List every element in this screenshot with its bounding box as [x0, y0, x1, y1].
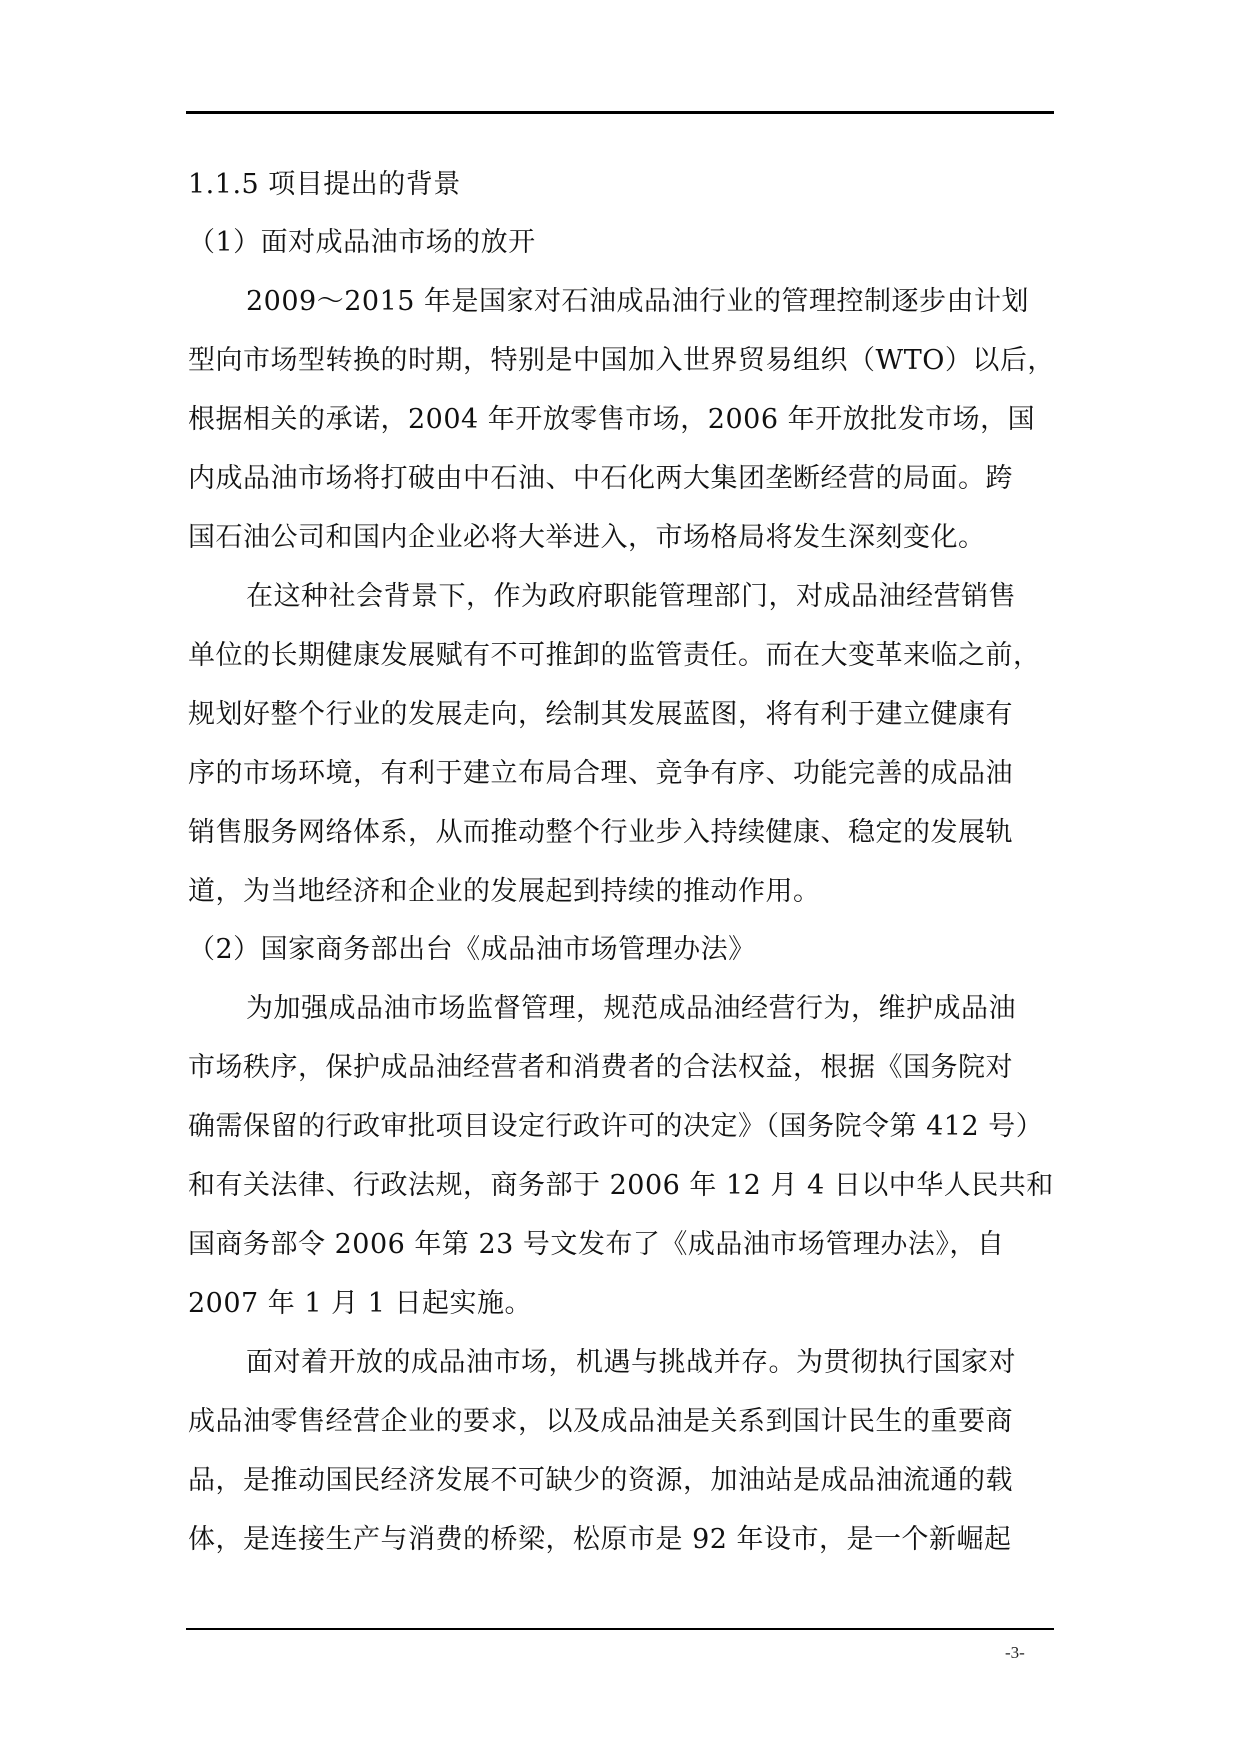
paragraph-4	[188, 1333, 1056, 1569]
paragraph-line: 销售服务网络体系，从而推动整个行业步入持续健康、稳定的发展轨	[188, 817, 1013, 848]
paragraph-line: 规划好整个行业的发展走向，绘制其发展蓝图，将有利于建立健康有	[188, 699, 1013, 730]
paragraph-line: 2009～2015 年是国家对石油成品油行业的管理控制逐步由计划	[246, 286, 1030, 317]
paragraph-line: 确需保留的行政审批项目设定行政许可的决定》（国务院令第 412 号）	[188, 1111, 1044, 1142]
paragraph-line: 面对着开放的成品油市场，机遇与挑战并存。为贯彻执行国家对	[246, 1347, 1016, 1378]
paragraph-line: 道，为当地经济和企业的发展起到持续的推动作用。	[188, 876, 821, 907]
paragraph-line: 为加强成品油市场监督管理，规范成品油经营行为，维护成品油	[246, 993, 1016, 1024]
paragraph-line: 品，是推动国民经济发展不可缺少的资源，加油站是成品油流通的载	[188, 1465, 1013, 1496]
subsection-heading-2: （2）国家商务部出台《成品油市场管理办法》	[188, 934, 756, 965]
paragraph-line: 2007 年 1 月 1 日起实施。	[188, 1288, 532, 1319]
paragraph-line: 体，是连接生产与消费的桥梁，松原市是 92 年设市，是一个新崛起	[188, 1524, 1012, 1555]
paragraph-line: 单位的长期健康发展赋有不可推卸的监管责任。而在大变革来临之前，	[188, 640, 1041, 671]
page-number: -3-	[1005, 1643, 1025, 1662]
paragraph-2	[188, 567, 1056, 921]
paragraph-line: 型向市场型转换的时期，特别是中国加入世界贸易组织（WTO）以后，	[188, 345, 1055, 376]
paragraph-line: 和有关法律、行政法规，商务部于 2006 年 12 月 4 日以中华人民共和	[188, 1170, 1054, 1201]
paragraph-3	[188, 979, 1056, 1333]
paragraph-line: 成品油零售经营企业的要求，以及成品油是关系到国计民生的重要商	[188, 1406, 1013, 1437]
page-body	[188, 156, 1056, 1569]
footer-rule	[186, 1628, 1054, 1630]
paragraph-line: 根据相关的承诺，2004 年开放零售市场，2006 年开放批发市场，国	[188, 404, 1036, 435]
subsection-heading-1: （1）面对成品油市场的放开	[188, 227, 536, 258]
paragraph-line: 国石油公司和国内企业必将大举进入，市场格局将发生深刻变化。	[188, 522, 986, 553]
paragraph-line: 内成品油市场将打破由中石油、中石化两大集团垄断经营的局面。跨	[188, 463, 1013, 494]
paragraph-1	[188, 272, 1056, 567]
paragraph-line: 市场秩序，保护成品油经营者和消费者的合法权益，根据《国务院对	[188, 1052, 1013, 1083]
paragraph-line: 在这种社会背景下，作为政府职能管理部门，对成品油经营销售	[246, 581, 1016, 612]
header-rule	[186, 111, 1054, 114]
section-heading: 1.1.5 项目提出的背景	[188, 169, 461, 200]
paragraph-line: 国商务部令 2006 年第 23 号文发布了《成品油市场管理办法》，自	[188, 1229, 1005, 1260]
paragraph-line: 序的市场环境，有利于建立布局合理、竞争有序、功能完善的成品油	[188, 758, 1013, 789]
